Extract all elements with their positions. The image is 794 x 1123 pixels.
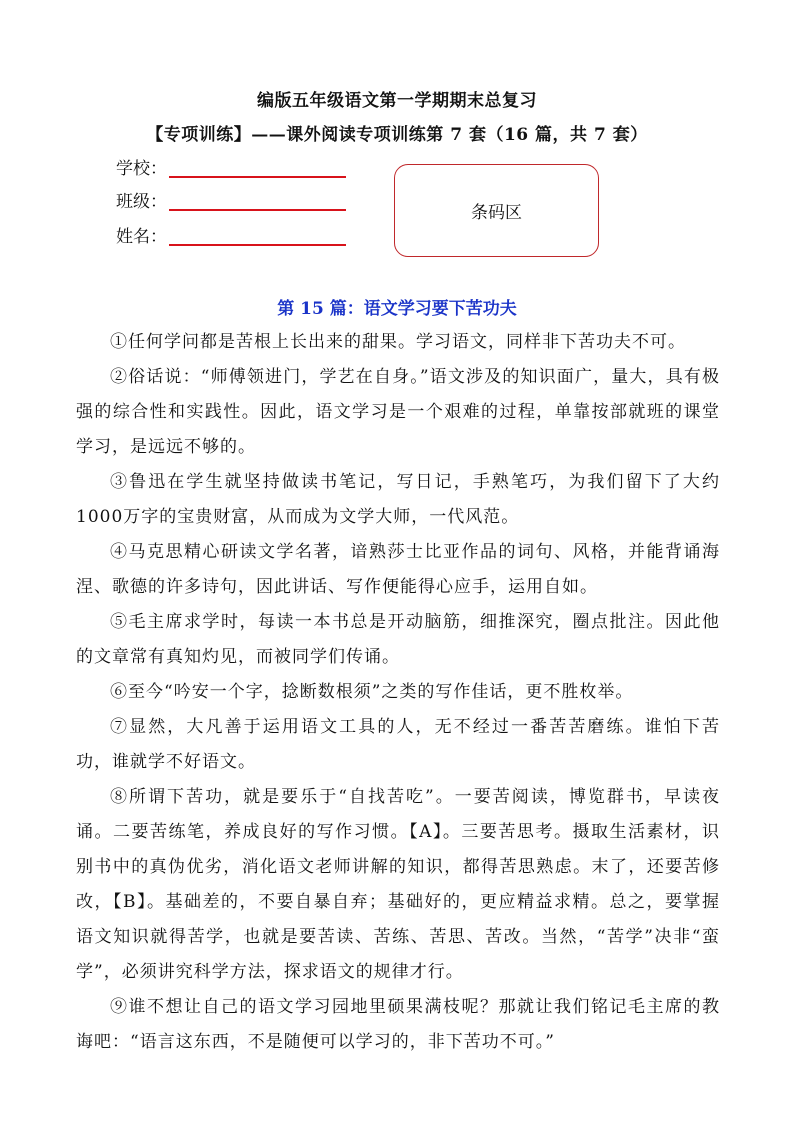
class-input-line[interactable] [169,209,346,211]
name-input-line[interactable] [169,244,346,246]
paragraph-2: ②俗话说：“师傅领进门，学艺在自身。”语文涉及的知识面广，量大，具有极强的综合性和实践性。因此，语文学习是一个艰难的过程，单靠按部就班的课堂学习，是远远不够的。 [76,367,720,457]
school-field [116,157,168,181]
paragraph-6: ⑥至今“吟安一个字，捻断数根须”之类的写作佳话，更不胜枚举。 [110,682,634,702]
class-label: 班级： [116,192,167,212]
paragraph-8: ⑧所谓下苦功，就是要乐于“自找苦吃”。一要苦阅读，博览群书，早读夜诵。二要苦练笔，养成良好的写作习惯。【A】。三要苦思考。摄取生活素材，识别书中的真伪优劣，消化语文老师讲解的知识，都得苦思熟虑。末了，还要苦修改，【B】。基础差的，不要自暴自弃；基础好的，更应精益求精。总之，要掌握语文知识就得苦学，也就是要苦读、苦练、苦思、苦改。当然，“苦学”决非“蛮学”，必须讲究科学方法，探求语文的规律才行。 [76,787,720,982]
paragraph-4: ④马克思精心研读文学名著，谙熟莎士比亚作品的词句、风格，并能背诵海涅、歌德的许多诗句，因此讲话、写作便能得心应手，运用自如。 [76,542,720,597]
document-title: 编版五年级语文第一学期期末总复习 [257,91,537,111]
school-input-line[interactable] [169,176,346,178]
paragraph-3: ③鲁迅在学生就坚持做读书笔记，写日记，手熟笔巧，为我们留下了大约1000万字的宝贵财富，从而成为文学大师，一代风范。 [76,472,720,527]
paragraph-7: ⑦显然，大凡善于运用语文工具的人，无不经过一番苦苦磨练。谁怕下苦功，谁就学不好语文。 [76,717,720,772]
paragraph-5: ⑤毛主席求学时，每读一本书总是开动脑筋，细推深究，圈点批注。因此他的文章常有真知灼见，而被同学们传诵。 [76,612,720,667]
barcode-label: 条码区 [471,203,522,223]
article-body [76,325,720,1060]
article-title: 第 15 篇：语文学习要下苦功夫 [277,299,517,319]
document-subtitle: 【专项训练】——课外阅读专项训练第 7 套（16 篇，共 7 套） [146,125,648,145]
paragraph-9: ⑨谁不想让自己的语文学习园地里硕果满枝呢？那就让我们铭记毛主席的教诲吧：“语言这东西，不是随便可以学习的，非下苦功不可。” [76,997,720,1052]
barcode-area [394,164,599,257]
class-field [116,190,168,214]
name-field [116,225,168,249]
name-label: 姓名： [116,227,167,247]
paragraph-1: ①任何学问都是苦根上长出来的甜果。学习语文，同样非下苦功夫不可。 [110,332,686,352]
school-label: 学校： [116,159,167,179]
